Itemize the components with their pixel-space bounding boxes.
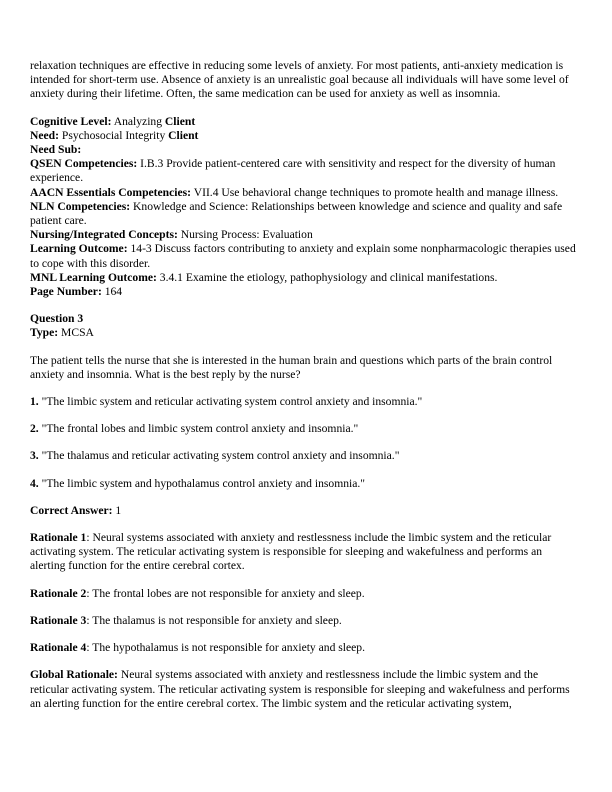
page-number: Page Number: 164 bbox=[30, 285, 123, 299]
intro-paragraph: relaxation techniques are effective in reducing some levels of anxiety. For most patients, anti-anxiety medication is intended for short-term use. Absence of anxiety is an unrealistic goal because all individuals will have some level of anxiety during their lifetime. Often, the same medication can be used for anxiety as well as insomnia. bbox=[30, 59, 569, 101]
answer-option-1: 1. "The limbic system and reticular activating system control anxiety and insomnia." bbox=[30, 395, 423, 409]
nln-competencies: NLN Competencies: Knowledge and Science: Relationships between knowledge and science and quality and safe patient care. bbox=[30, 199, 563, 228]
cognitive-level: Cognitive Level: Analyzing Client bbox=[30, 114, 196, 128]
learning-outcome: Learning Outcome: 14-3 Discuss factors contributing to anxiety and explain some nonpharmacologic therapies used to cope with this disorder. bbox=[30, 242, 576, 270]
answer-option-3: 3. "The thalamus and reticular activating system control anxiety and insomnia." bbox=[30, 449, 400, 463]
question-stem: The patient tells the nurse that she is interested in the human brain and questions which parts of the brain control anxiety and insomnia. What is the best reply by the nurse? bbox=[30, 353, 553, 381]
question-title: Question 3 bbox=[30, 312, 84, 326]
need: Need: Psychosocial Integrity Client bbox=[30, 128, 199, 142]
need-label: Need: bbox=[30, 128, 59, 142]
aacn-competencies: AACN Essentials Competencies: VII.4 Use behavioral change techniques to promote health and manage illness. bbox=[30, 185, 559, 199]
question-type: Type: MCSA bbox=[30, 326, 94, 340]
global-rationale: Global Rationale: Neural systems associated with anxiety and restlessness include the limbic system and the reticular activating system. The reticular activating system is responsible for sleeping and wakefulness and performs an alerting function for the entire cerebral cortex. The limbic system and the reticular activating system, bbox=[30, 668, 570, 710]
qsen-competencies: QSEN Competencies: I.B.3 Provide patient-centered care with sensitivity and respect for the diversity of human experience. bbox=[30, 157, 556, 185]
rationale-2: Rationale 2: The frontal lobes are not responsible for anxiety and sleep. bbox=[30, 586, 365, 600]
answer-option-2: 2. "The frontal lobes and limbic system control anxiety and insomnia." bbox=[30, 422, 359, 436]
correct-answer: Correct Answer: 1 bbox=[30, 503, 122, 517]
nursing-integrated-concepts: Nursing/Integrated Concepts: Nursing Process: Evaluation bbox=[30, 228, 313, 242]
need-sub: Need Sub: bbox=[30, 143, 82, 157]
rationale-3: Rationale 3: The thalamus is not responsible for anxiety and sleep. bbox=[30, 613, 342, 627]
document-page bbox=[30, 59, 578, 711]
mnl-learning-outcome: MNL Learning Outcome: 3.4.1 Examine the etiology, pathophysiology and clinical manifestations. bbox=[30, 270, 498, 284]
rationale-4: Rationale 4: The hypothalamus is not responsible for anxiety and sleep. bbox=[30, 641, 365, 655]
answer-option-4: 4. "The limbic system and hypothalamus control anxiety and insomnia." bbox=[30, 476, 366, 490]
rationale-1: Rationale 1: Neural systems associated with anxiety and restlessness include the limbic system and the reticular activating system. The reticular activating system is responsible for sleeping and wakefulness and performs an alerting function for the entire cerebral cortex. bbox=[30, 531, 552, 573]
cognitive-level-label: Cognitive Level: bbox=[30, 114, 112, 128]
